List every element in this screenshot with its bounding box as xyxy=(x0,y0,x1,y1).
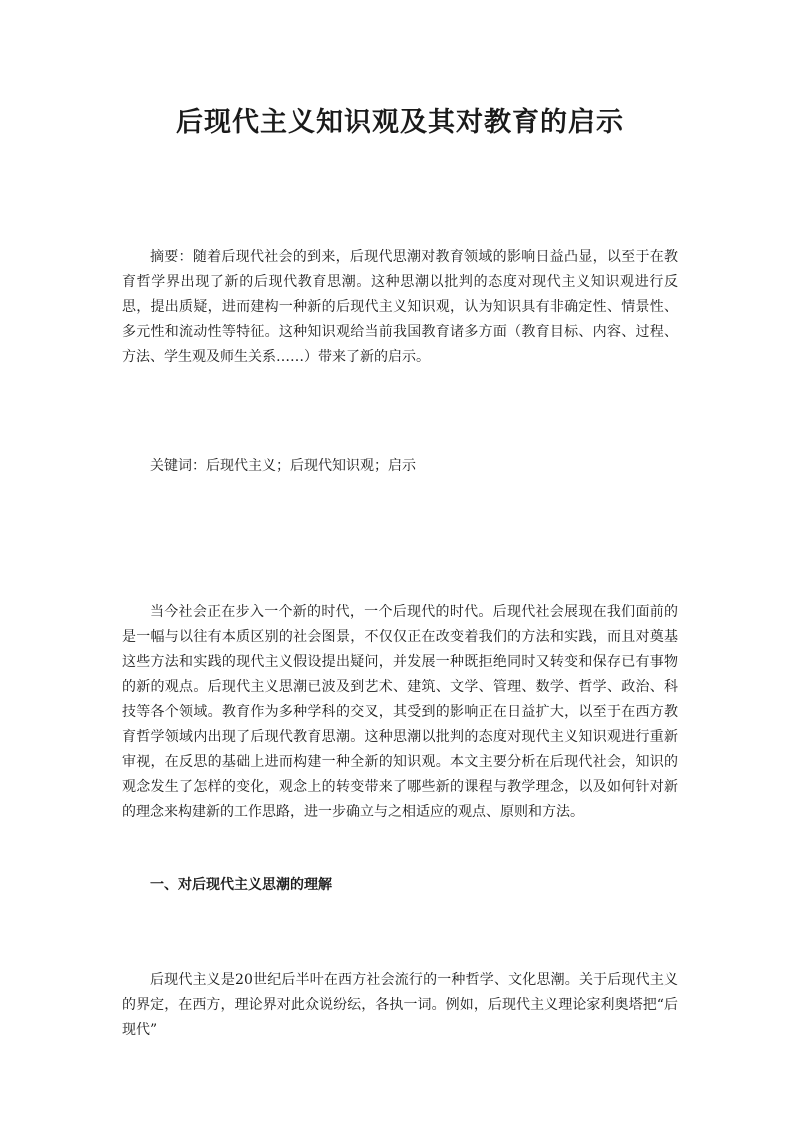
section-body-paragraph: 后现代主义是20世纪后半叶在西方社会流行的一种哲学、文化思潮。关于后现代主义的界定，在西方，理论界对此众说纷纭，各执一词。例如，后现代主义理论家利奥塔把“后现代” xyxy=(122,972,678,1038)
keywords-line: 关键词：后现代主义；后现代知识观；启示 xyxy=(150,458,416,474)
document-title: 后现代主义知识观及其对教育的启示 xyxy=(176,107,624,138)
intro-paragraph: 当今社会正在步入一个新的时代，一个后现代的时代。后现代社会展现在我们面前的是一幅与以往有本质区别的社会图景，不仅仅正在改变着我们的方法和实践，而且对奠基这些方法和实践的现代主义假设提出疑问，并发展一种既拒绝同时又转变和保存已有事物的新的观点。后现代主义思潮已波及到艺术、建筑、文学、管理、数学、哲学、政治、科技等各个领域。教育作为多种学科的交叉，其受到的影响正在日益扩大，以至于在西方教育哲学领域内出现了后现代教育思潮。这种思潮以批判的态度对现代主义知识观进行重新审视，在反思的基础上进而构建一种全新的知识观。本文主要分析在后现代社会，知识的观念发生了怎样的变化，观念上的转变带来了哪些新的课程与教学理念，以及如何针对新的理念来构建新的工作思路，进一步确立与之相适应的观点、原则和方法。 xyxy=(122,604,678,820)
abstract-paragraph: 摘要：随着后现代社会的到来，后现代思潮对教育领域的影响日益凸显，以至于在教育哲学界出现了新的后现代教育思潮。这种思潮以批判的态度对现代主义知识观进行反思，提出质疑，进而建构一种新的后现代主义知识观，认为知识具有非确定性、情景性、多元性和流动性等特征。这种知识观给当前我国教育诸多方面（教育目标、内容、过程、方法、学生观及师生关系……）带来了新的启示。 xyxy=(122,249,678,365)
section-heading: 一、对后现代主义思潮的理解 xyxy=(150,877,332,893)
